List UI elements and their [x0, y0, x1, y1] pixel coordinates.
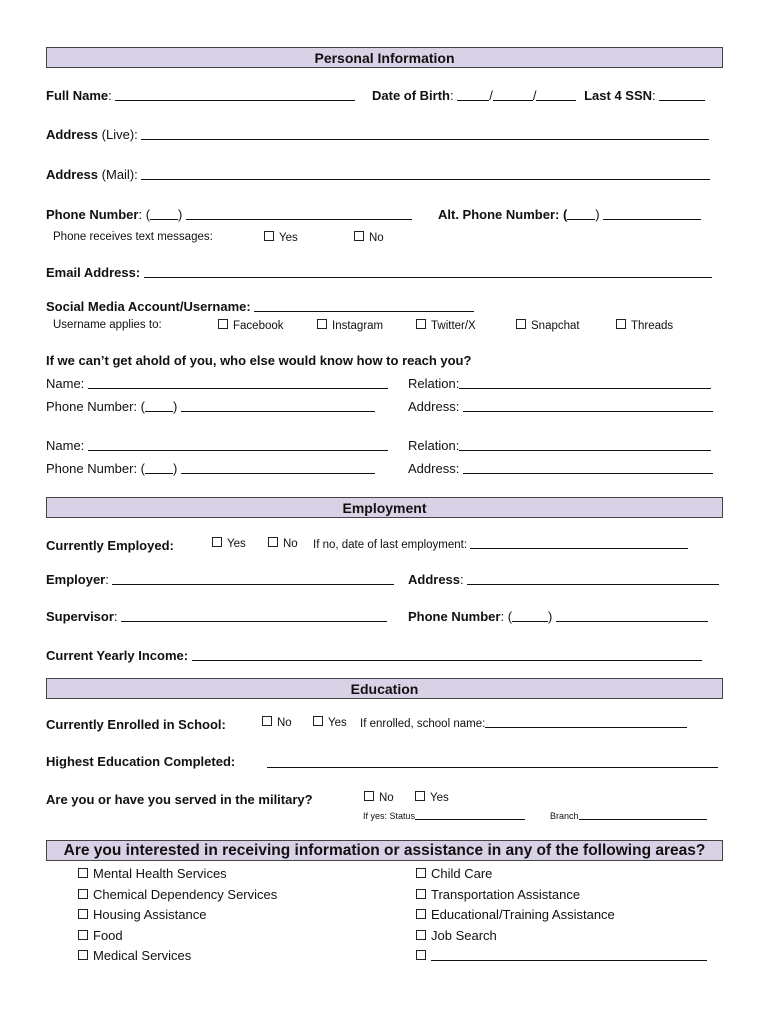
- employer-row: Employer:: [46, 572, 394, 587]
- checkbox[interactable]: [416, 930, 426, 940]
- contact1-name-field[interactable]: [88, 377, 388, 389]
- education-header: Education: [46, 678, 723, 699]
- contact2-address-field[interactable]: [463, 462, 713, 474]
- contact1-relation-field[interactable]: [459, 377, 711, 389]
- checkbox[interactable]: [264, 231, 274, 241]
- employed-no-option[interactable]: No: [268, 537, 298, 550]
- text-yes-option[interactable]: Yes: [264, 231, 298, 244]
- interest-child-care[interactable]: Child Care: [416, 866, 492, 881]
- checkbox[interactable]: [616, 319, 626, 329]
- military-status-field[interactable]: [415, 811, 525, 820]
- employer-phone-area-field[interactable]: [512, 610, 548, 622]
- dob-ssn-row: Date of Birth: / / Last 4 SSN:: [372, 88, 705, 103]
- dob-year-field[interactable]: [536, 89, 576, 101]
- emergency-contact-question: If we can’t get ahold of you, who else would know how to reach you?: [46, 353, 472, 368]
- income-field[interactable]: [192, 649, 702, 661]
- facebook-option[interactable]: Facebook: [218, 319, 284, 332]
- checkbox[interactable]: [416, 868, 426, 878]
- interest-housing[interactable]: Housing Assistance: [78, 907, 206, 922]
- contact2-phone-area-field[interactable]: [145, 462, 173, 474]
- contact1-name-row: Name:: [46, 376, 388, 391]
- checkbox[interactable]: [354, 231, 364, 241]
- checkbox[interactable]: [268, 537, 278, 547]
- employer-phone-row: Phone Number: ( ): [408, 609, 708, 624]
- employed-yes-option[interactable]: Yes: [212, 537, 246, 550]
- interest-other[interactable]: [416, 948, 707, 963]
- username-applies-label: Username applies to:: [53, 319, 162, 331]
- checkbox[interactable]: [415, 791, 425, 801]
- interest-medical[interactable]: Medical Services: [78, 948, 191, 963]
- phone-row: Phone Number: ( ): [46, 207, 412, 222]
- military-no-option[interactable]: No: [364, 791, 394, 804]
- checkbox[interactable]: [364, 791, 374, 801]
- checkbox[interactable]: [78, 950, 88, 960]
- interest-education-training[interactable]: Educational/Training Assistance: [416, 907, 615, 922]
- last-employment-row: If no, date of last employment:: [313, 537, 688, 551]
- last-employment-date-field[interactable]: [470, 537, 688, 549]
- twitter-option[interactable]: Twitter/X: [416, 319, 476, 332]
- checkbox[interactable]: [78, 930, 88, 940]
- address-mail-field[interactable]: [141, 168, 710, 180]
- contact1-phone-field[interactable]: [181, 400, 375, 412]
- income-row: Current Yearly Income:: [46, 648, 702, 663]
- checkbox[interactable]: [416, 319, 426, 329]
- highest-education-label: Highest Education Completed:: [46, 754, 236, 769]
- military-branch-row: Branch: [550, 811, 707, 821]
- interest-food[interactable]: Food: [78, 928, 123, 943]
- checkbox[interactable]: [212, 537, 222, 547]
- supervisor-row: Supervisor:: [46, 609, 387, 624]
- interests-header: Are you interested in receiving information or assistance in any of the following areas?: [46, 840, 723, 861]
- military-yes-option[interactable]: Yes: [415, 791, 449, 804]
- ssn-field[interactable]: [659, 89, 705, 101]
- enrolled-yes-option[interactable]: Yes: [313, 716, 347, 729]
- address-mail-row: Address (Mail):: [46, 167, 710, 182]
- enrolled-no-option[interactable]: No: [262, 716, 292, 729]
- employer-address-row: Address:: [408, 572, 719, 587]
- school-name-row: If enrolled, school name:: [360, 716, 687, 730]
- interest-chemical-dependency[interactable]: Chemical Dependency Services: [78, 887, 277, 902]
- threads-option[interactable]: Threads: [616, 319, 673, 332]
- employment-header: Employment: [46, 497, 723, 518]
- email-row: Email Address:: [46, 265, 712, 280]
- phone-number-field[interactable]: [186, 208, 412, 220]
- employer-phone-field[interactable]: [556, 610, 708, 622]
- contact1-address-field[interactable]: [463, 400, 713, 412]
- checkbox[interactable]: [78, 889, 88, 899]
- checkbox[interactable]: [313, 716, 323, 726]
- personal-information-header: Personal Information: [46, 47, 723, 68]
- alt-phone-area-field[interactable]: [567, 208, 595, 220]
- checkbox[interactable]: [262, 716, 272, 726]
- social-row: Social Media Account/Username:: [46, 299, 474, 314]
- snapchat-option[interactable]: Snapchat: [516, 319, 580, 332]
- alt-phone-number-field[interactable]: [603, 208, 701, 220]
- dob-month-field[interactable]: [457, 89, 489, 101]
- checkbox[interactable]: [317, 319, 327, 329]
- military-question: Are you or have you served in the military?: [46, 792, 313, 807]
- text-no-option[interactable]: No: [354, 231, 384, 244]
- email-field[interactable]: [144, 266, 712, 278]
- currently-enrolled-label: Currently Enrolled in School:: [46, 717, 226, 732]
- employer-field[interactable]: [112, 573, 394, 585]
- interest-transportation[interactable]: Transportation Assistance: [416, 887, 580, 902]
- contact2-address-row: Address:: [408, 461, 713, 476]
- alt-phone-row: Alt. Phone Number: ( ): [438, 207, 701, 222]
- full-name-field[interactable]: [115, 89, 355, 101]
- contact2-relation-row: Relation:: [408, 438, 711, 453]
- supervisor-field[interactable]: [121, 610, 387, 622]
- contact1-phone-row: Phone Number: ( ): [46, 399, 375, 414]
- highest-education-field[interactable]: [267, 767, 718, 768]
- contact2-name-field[interactable]: [88, 439, 388, 451]
- address-live-field[interactable]: [141, 128, 709, 140]
- contact1-phone-area-field[interactable]: [145, 400, 173, 412]
- employer-address-field[interactable]: [467, 573, 719, 585]
- currently-employed-label: Currently Employed:: [46, 538, 174, 553]
- checkbox[interactable]: [218, 319, 228, 329]
- military-status-row: If yes: Status: [363, 811, 525, 821]
- full-name-row: Full Name:: [46, 88, 355, 103]
- checkbox[interactable]: [78, 909, 88, 919]
- school-name-field[interactable]: [485, 716, 687, 728]
- checkbox[interactable]: [516, 319, 526, 329]
- interest-job-search[interactable]: Job Search: [416, 928, 497, 943]
- interest-mental-health[interactable]: Mental Health Services: [78, 866, 227, 881]
- phone-area-field[interactable]: [150, 208, 178, 220]
- contact2-name-row: Name:: [46, 438, 388, 453]
- contact1-address-row: Address:: [408, 399, 713, 414]
- checkbox[interactable]: [78, 868, 88, 878]
- instagram-option[interactable]: Instagram: [317, 319, 383, 332]
- contact2-phone-field[interactable]: [181, 462, 375, 474]
- contact2-phone-row: Phone Number: ( ): [46, 461, 375, 476]
- social-username-field[interactable]: [254, 300, 474, 312]
- checkbox[interactable]: [416, 950, 426, 960]
- contact1-relation-row: Relation:: [408, 376, 711, 391]
- address-live-row: Address (Live):: [46, 127, 709, 142]
- contact2-relation-field[interactable]: [459, 439, 711, 451]
- checkbox[interactable]: [416, 909, 426, 919]
- text-messages-label: Phone receives text messages:: [53, 231, 213, 243]
- dob-day-field[interactable]: [493, 89, 533, 101]
- military-branch-field[interactable]: [579, 811, 707, 820]
- checkbox[interactable]: [416, 889, 426, 899]
- interest-other-field[interactable]: [431, 949, 707, 961]
